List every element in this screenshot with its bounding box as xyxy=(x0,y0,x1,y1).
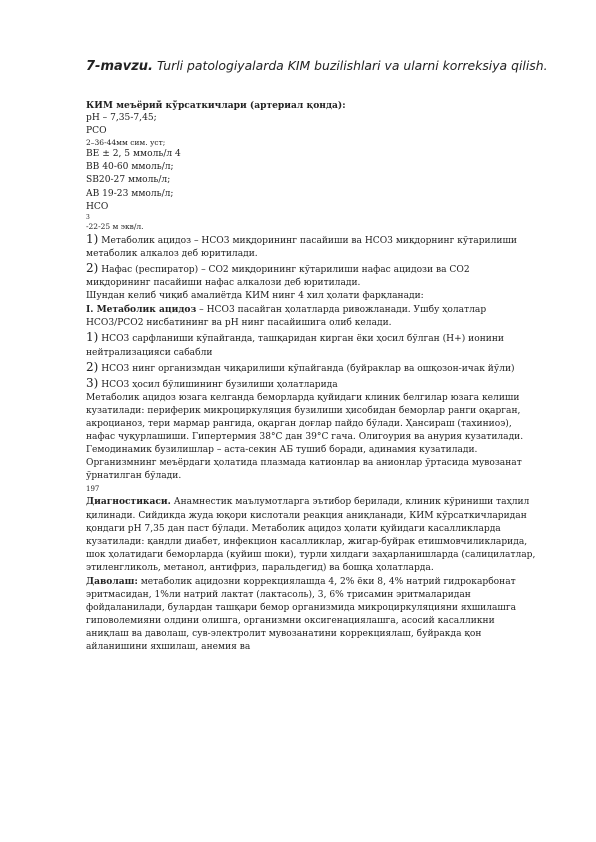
norm-pco-label: PCO xyxy=(86,126,107,137)
section-text: Анамнестик маълумотларга эътибор берилади, клиник кўриниши таҳлил қилинади. Сийдикда жуда юқори кислотали реакция аниқланади, КИМ кўрсаткичларидан қондаги pH 7,35 дан паст бўлади. Метаболик ацидоз ҳолати қуйидаги касалликларда кузатилади: қандли диабет, инфекцион касалликлар, жигар-буйрак етишмовчиликларида, шок ҳолатидаги беморларда (куйиш шоки), турли хилдаги заҳарланишларда (салицилатлар, этиленгликоль, метанол, антифриз, паральдегид) ва бошқа ҳолатларда. xyxy=(86,497,536,573)
paragraph-number: 1) xyxy=(86,231,99,246)
norm-bb: BB 40-60 ммоль/л; xyxy=(86,162,174,173)
list-text: HCO3 ҳосил бўлишининг бузилиши ҳолатларида xyxy=(98,379,338,390)
section-heading: Даволаш: xyxy=(86,576,138,587)
paragraph-respiratory xyxy=(86,261,536,290)
paragraph-number: 2) xyxy=(86,260,99,275)
norms-heading: КИМ меъёрий кўрсаткичлари (артериал қонда): xyxy=(86,100,346,111)
norm-sb: SB20-27 ммоль/л; xyxy=(86,175,171,186)
section-text: – HCO3 пасайган ҳолатларда ривожланади. Ушбу ҳолатлар HCO3/PCO2 нисбатининг ва pH нинг пасайишига олиб келади. xyxy=(86,305,487,329)
paragraph-treatment xyxy=(86,575,536,655)
list-item xyxy=(86,376,536,392)
paragraph-text: Метаболик ацидоз – HCO3 миқдорининг пасайиши ва HCO3 миқдорнинг кўтарилиши метаболик алкалоз деб юритилади. xyxy=(86,235,517,259)
norm-ph: pH – 7,35-7,45; xyxy=(86,113,157,124)
paragraph-clinical-signs: Метаболик ацидоз юзага келганда беморларда қуйидаги клиник белгилар юзага келиши кузатилади: периферик микроциркуляция бузилиши ҳисобидан беморлар ранги оқарган, акроцианоз, тери мармар рангида, оқарган доғлар пайдо бўлади. Ҳансираш (тахиниоэ), нафас чуқурлашиши. Гипертермия 38°C дан 39°C гача. Олигоурия ва анурия кузатилади. Гемодинамик бузилишлар – аста-секин АБ тушиб боради, адинамия кузатилади. Организмнинг меъёрдаги ҳолатида плазмада катионлар ва анионлар ўртасида мувозанат ўрнатилган бўлади. xyxy=(86,392,524,482)
topic-title xyxy=(86,58,548,75)
paragraph-four-states: Шундан келиб чиқиб амалиётда КИМ нинг 4 хил ҳолати фарқланади: xyxy=(86,291,424,302)
norm-hco-label: HCO xyxy=(86,201,109,212)
norm-hco-value: -22-25 м экв/л. xyxy=(86,221,144,231)
list-item xyxy=(86,360,536,376)
norm-ab: AB 19-23 ммоль/л; xyxy=(86,188,174,199)
page-number: 197 xyxy=(86,485,100,494)
norm-hco-sub: 3 xyxy=(86,213,90,221)
list-text: HCO3 сарфланиши кўпайганда, ташқаридан кирган ёки ҳосил бўлган (H+) ионини нейтрализацияси сабабли xyxy=(86,334,504,358)
document-body xyxy=(86,99,536,655)
section-text: метаболик ацидозни коррекциялашда 4, 2% ёки 8, 4% натрий гидрокарбонат эритмасидан, 1%ли натрий лактат (лактасоль), 3, 6% трисамин эритмаларидан фойдаланилади, булардан ташқари бемор организмида микроциркуляцияни яхшилашга гиповолемияни олдини олишга, организмни оксигенациялашга, асосий касалликни аниқлаш ва даволаш, сув-электролит мувозанатини коррекциялаш, буйракда қон айланишини яхшилаш, анемия ва xyxy=(86,577,517,653)
list-text: HCO3 нинг организмдан чиқарилиши кўпайганда (буйраклар ва ошқозон-ичак йўли) xyxy=(98,363,515,374)
section-heading: I. Метаболик ацидоз xyxy=(86,304,197,316)
paragraph-metabolic xyxy=(86,232,536,261)
paragraph-diagnostics xyxy=(86,495,536,575)
section-heading: Диагностикаси. xyxy=(86,496,171,508)
paragraph-text: Нафас (респиратор) – CO2 миқдорининг кўтарилиши нафас ацидози ва CO2 миқдорининг пасайиши нафас алкалози деб юритилади. xyxy=(86,264,470,289)
norm-be: BE ± 2, 5 ммоль/л 4 xyxy=(86,149,181,160)
list-item xyxy=(86,330,536,359)
list-number: 2) xyxy=(86,359,99,374)
list-number: 1) xyxy=(86,330,99,345)
topic-number: 7-mavzu. xyxy=(86,59,153,74)
paragraph-metabolic-acidosis xyxy=(86,303,536,330)
norm-pco-value: 2–36-44мм сим. уст; xyxy=(86,138,166,148)
list-number: 3) xyxy=(86,375,99,390)
topic-text: Turli patologiyalarda KIM buzilishlari va ularni korreksiya qilish. xyxy=(153,58,548,73)
